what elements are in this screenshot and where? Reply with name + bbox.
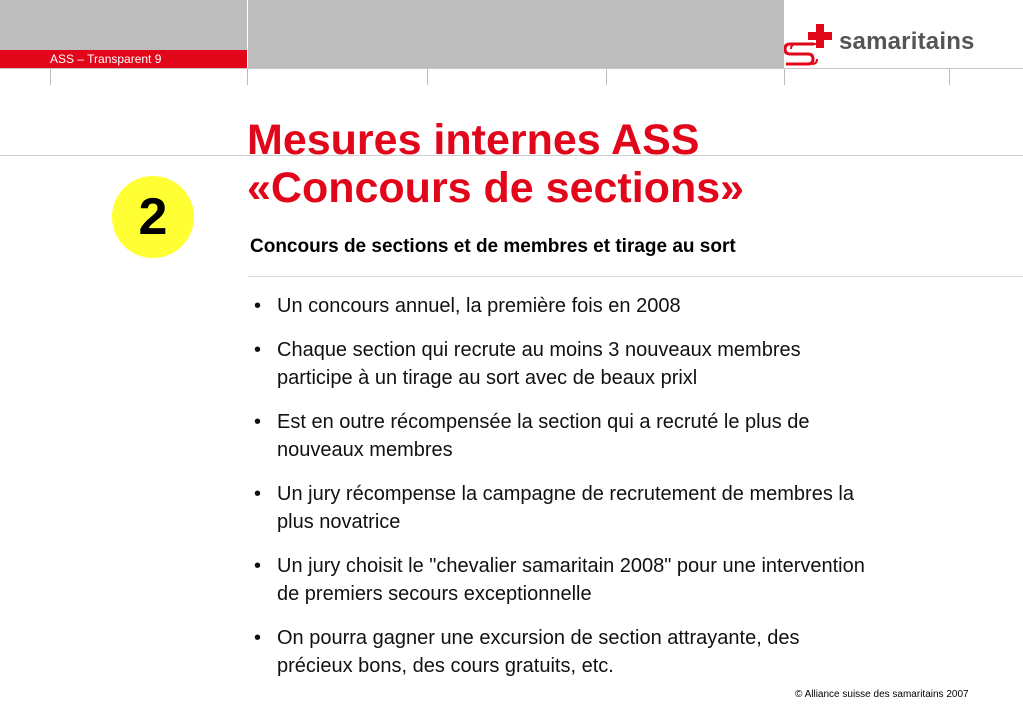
list-item-line: • Un jury choisit le "chevalier samaritain 2008" pour une intervention bbox=[277, 555, 865, 577]
list-item-line: • On pourra gagner une excursion de section attrayante, des bbox=[277, 627, 800, 649]
ruler-tick bbox=[949, 69, 950, 85]
subtitle: Concours de sections et de membres et tirage au sort bbox=[250, 236, 736, 257]
list-item-line: • Chaque section qui recrute au moins 3 nouveaux membres bbox=[277, 339, 801, 361]
bullet-list bbox=[250, 292, 1010, 696]
logo-text: samaritains bbox=[839, 28, 975, 55]
header-gray-block-right bbox=[248, 0, 784, 68]
ruler-tick bbox=[606, 69, 607, 85]
list-item bbox=[250, 624, 1010, 680]
ruler-tick bbox=[427, 69, 428, 85]
slide-tag: ASS – Transparent 9 bbox=[50, 52, 162, 66]
page-title bbox=[247, 116, 744, 212]
list-item bbox=[250, 292, 1010, 320]
slide-number-badge bbox=[112, 176, 194, 258]
list-item-line: de premiers secours exceptionnelle bbox=[277, 583, 592, 605]
list-item-line: • Un concours annuel, la première fois en 2008 bbox=[277, 295, 681, 317]
list-item-line: nouveaux membres bbox=[277, 439, 453, 461]
list-item-line: précieux bons, des cours gratuits, etc. bbox=[277, 655, 614, 677]
list-item-line: participe à un tirage au sort avec de beaux prixl bbox=[277, 367, 698, 389]
header-gray-block-left bbox=[0, 0, 247, 50]
ruler-tick bbox=[784, 69, 785, 85]
list-item-line: • Est en outre récompensée la section qui a recruté le plus de bbox=[277, 411, 810, 433]
badge-number: 2 bbox=[138, 188, 168, 246]
samaritains-logo bbox=[784, 22, 999, 70]
subtitle-divider bbox=[248, 276, 1023, 277]
list-item bbox=[250, 552, 1010, 608]
list-item-line: • Un jury récompense la campagne de recrutement de membres la bbox=[277, 483, 854, 505]
copyright-footer: © Alliance suisse des samaritains 2007 bbox=[795, 689, 969, 700]
list-item bbox=[250, 336, 1010, 392]
list-item-line: plus novatrice bbox=[277, 511, 401, 533]
title-line-2: «Concours de sections» bbox=[247, 164, 745, 212]
ruler-tick bbox=[247, 69, 248, 85]
title-line-1: Mesures internes ASS bbox=[247, 116, 700, 164]
red-cross-icon bbox=[784, 22, 836, 68]
list-item bbox=[250, 408, 1010, 464]
ruler-tick bbox=[50, 69, 51, 85]
list-item bbox=[250, 480, 1010, 536]
